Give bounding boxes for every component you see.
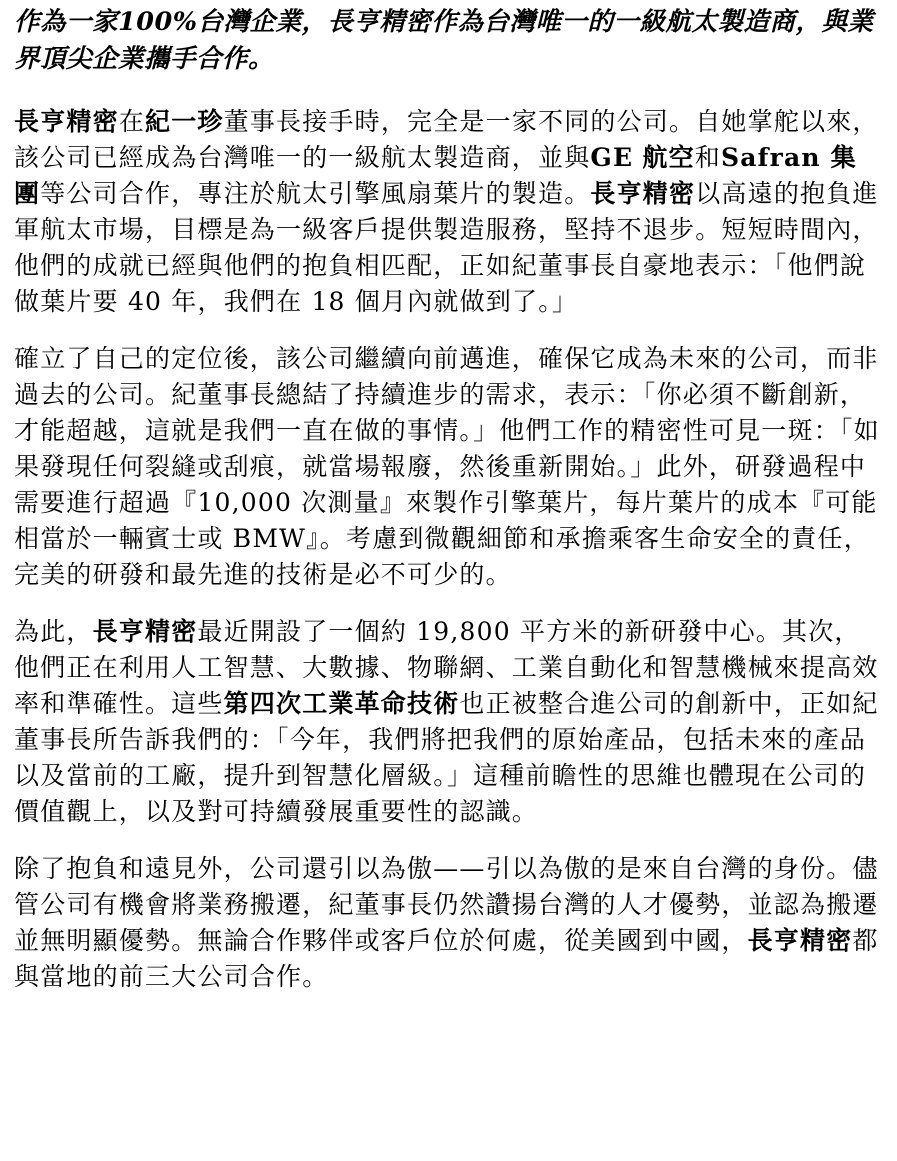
text-span: 董事長接手時，完全是一家不同的公司。自她掌舵以來，該公司已經成為台灣唯一的一級航太製造商，並與	[14, 107, 879, 172]
lead-paragraph: 作為一家100%台灣企業，長亨精密作為台灣唯一的一級航太製造商，與業界頂尖企業攜手合作。	[14, 7, 874, 74]
text-span: 等公司合作，專注於航太引擎風扇葉片的製造。	[40, 179, 591, 208]
text-span: 和	[694, 143, 721, 172]
partner-ge: GE	[590, 143, 634, 172]
text-span: 除了抱負和遠見外，公司還引以為傲——引以為傲的是來自台灣的身份。儘管公司有機會將業務搬遷，紀董事長仍然讚揚台灣的人才優勢，並認為搬遷並無明顯優勢。無論合作夥伴或客戶位於何處，從美國到中國，	[14, 854, 879, 955]
text-span: 都與當地的前三大公司合作。	[14, 926, 879, 991]
text-span	[633, 143, 642, 172]
paragraph-1	[14, 104, 880, 320]
company-name: 長亨精密	[590, 179, 696, 208]
company-name: 長亨精密	[92, 617, 198, 646]
article	[14, 4, 880, 1016]
text-span: 以高遠的抱負進軍航太市場，目標是為一級客戶提供製造服務，堅持不退步。短短時間內，他們的成就已經與他們的抱負相匹配，正如紀董事長自豪地表示：「他們說做葉片要 40 年，我們在 18 個月內就做到了。」	[14, 179, 879, 316]
paragraph-4	[14, 851, 880, 995]
text-span: 為此，	[14, 617, 93, 646]
partner-ge-aviation: 航空	[642, 143, 695, 172]
text-span: 在	[118, 107, 146, 136]
company-name: 長亨精密	[747, 926, 853, 955]
paragraph-2: 確立了自己的定位後，該公司繼續向前邁進，確保它成為未來的公司，而非過去的公司。紀董事長總結了持續進步的需求，表示：「你必須不斷創新，才能超越，這就是我們一直在做的事情。」他們工作的精密性可見一斑：「如果發現任何裂縫或刮痕，就當場報廢，然後重新開始。」此外，研發過程中需要進行超過『10,000 次測量』來製作引擎葉片，每片葉片的成本『可能相當於一輛賓士或 BMW』。考慮到微觀細節和承擔乘客生命安全的責任，完美的研發和最先進的技術是必不可少的。	[14, 344, 880, 589]
partner-safran: Safran 集團	[14, 143, 857, 208]
company-name: 長亨精密	[14, 107, 119, 136]
text-span: 也正被整合進公司的創新中，正如紀董事長所告訴我們的：「今年，我們將把我們的原始產品，包括未來的產品以及當前的工廠，提升到智慧化層級。」這種前瞻性的思維也體現在公司的價值觀上，以及對可持續發展重要性的認識。	[14, 689, 879, 826]
text-span: 最近開設了一個約 19,800 平方米的新研發中心。其次，他們正在利用人工智慧、大數據、物聯網、工業自動化和智慧機械來提高效率和準確性。這些	[14, 617, 879, 718]
industry-4-term: 第四次工業革命技術	[223, 689, 460, 718]
paragraph-3	[14, 614, 880, 830]
chairwoman-name: 紀一珍	[145, 107, 224, 136]
